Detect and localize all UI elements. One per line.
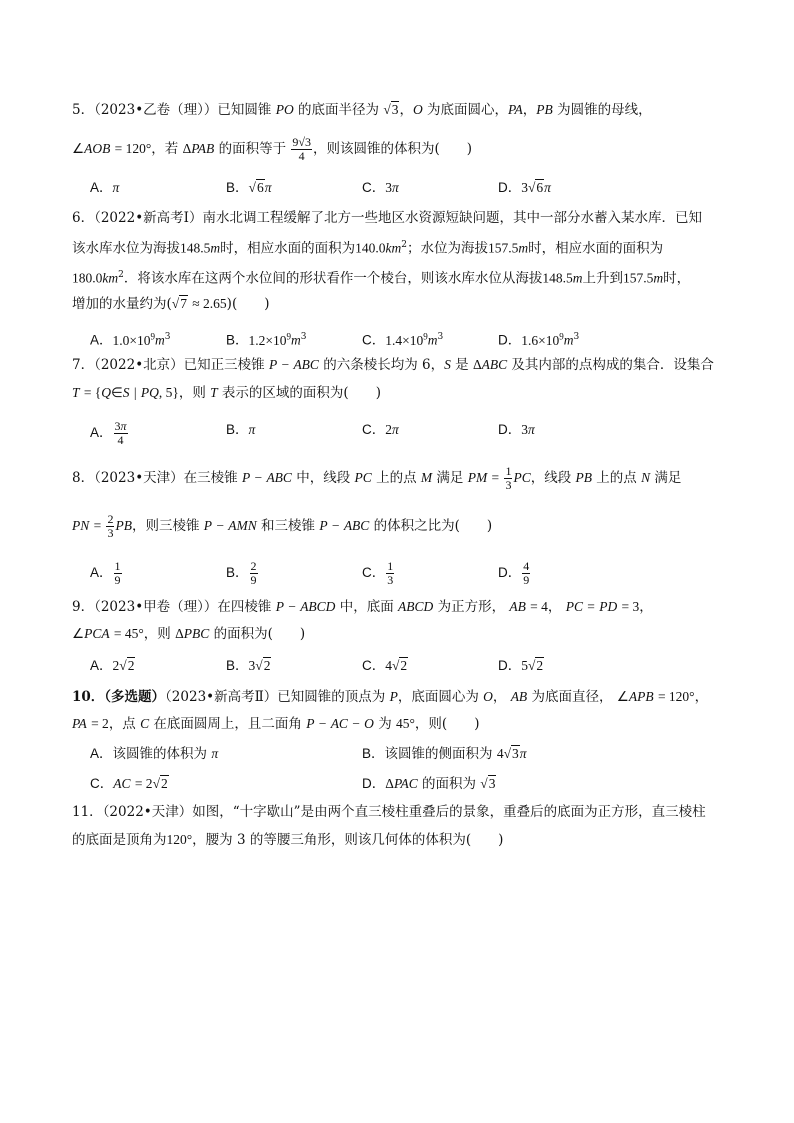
option-a[interactable]: A．2√2 — [90, 658, 135, 673]
question-9-line-2: ∠PCA = 45°，则 ΔPBC 的面积为( ) — [72, 626, 306, 642]
option-b[interactable]: B．π — [226, 422, 256, 437]
option-d[interactable]: D．3π — [498, 422, 535, 437]
question-7-line-1: 7．（2022•北京）已知正三棱锥 P − ABC 的六条棱长均为 6，S 是 ΔABC 及其内部的点构成的集合．设集合 — [72, 357, 714, 373]
question-6-line-3: $180.0km^2$．将该水库在这两个水位间的形状看作一个棱台，则该水库水位从海拔148.5m上升到157.5m时， — [72, 270, 691, 287]
option-d[interactable]: D．5√2 — [498, 658, 544, 673]
option-d[interactable]: D．ΔPAC 的面积为 √3 — [362, 776, 496, 792]
question-6-line-1: 6．（2022•新高考Ⅰ）南水北调工程缓解了北方一些地区水资源短缺问题，其中一部分水蓄入某水库．已知 — [72, 210, 702, 226]
question-5-line-2: ∠AOB = 120°，若 ΔPAB 的面积等于 $\frac{9√3}{4}$ ，则该圆锥的体积为( ) — [72, 135, 473, 163]
option-c[interactable]: C．AC = 2√2 — [90, 776, 168, 791]
option-c[interactable]: C．3π — [362, 180, 399, 195]
question-11-line-1: 11．（2022•天津）如图，“十字歇山”是由两个直三棱柱重叠后的景象，重叠后的底面为正方形，直三棱柱 — [72, 804, 706, 820]
option-c[interactable]: C．2π — [362, 422, 399, 437]
option-b[interactable]: B．该圆锥的侧面积为 4√3π — [362, 746, 527, 762]
option-d[interactable]: D． $\frac{4}{9}$ — [498, 559, 530, 587]
question-11-line-2: 的底面是顶角为120°，腰为 3 的等腰三角形，则该几何体的体积为( ) — [72, 832, 504, 848]
option-a[interactable]: A．π — [90, 180, 120, 195]
option-a[interactable]: A．该圆锥的体积为 π — [90, 746, 219, 762]
question-7-line-2: T = {Q∈S | PQ, 5}，则 T 表示的区域的面积为( ) — [72, 385, 381, 401]
option-d[interactable]: D．$1.6\times 10^9m^3$ — [498, 331, 580, 348]
question-5-line-1: 5．（2023•乙卷（理））已知圆锥 PO 的底面半径为 √3，O 为底面圆心，PA，PB 为圆锥的母线， — [72, 102, 652, 118]
question-10-line-2: PA = 2，点 C 在底面圆周上，且二面角 P − AC − O 为 45°，则( ) — [72, 716, 480, 732]
option-c[interactable]: C．4√2 — [362, 658, 408, 673]
question-10-line-1: 10．（多选题）（2023•新高考Ⅱ）已知圆锥的顶点为 P，底面圆心为 O， AB 为底面直径， ∠APB = 120°， — [72, 689, 709, 705]
option-a[interactable]: A．$1.0\times 10^9m^3$ — [90, 331, 171, 348]
option-d[interactable]: D．3√6π — [498, 180, 551, 195]
option-a[interactable]: A． $\frac{1}{9}$ — [90, 559, 121, 587]
question-6-line-2: 该水库水位为海拔148.5m时，相应水面的面积为$140.0km^2$；水位为海拔157.5m时，相应水面的面积为 — [72, 240, 664, 257]
option-b[interactable]: B． $\frac{2}{9}$ — [226, 559, 257, 587]
question-8-line-1: 8．（2023•天津）在三棱锥 P − ABC 中，线段 PC 上的点 M 满足 PM = $\frac{1}{3}$ PC，线段 PB 上的点 N 满足 — [72, 464, 682, 492]
option-b[interactable]: B．3√2 — [226, 658, 271, 673]
option-b[interactable]: B．$1.2\times 10^9m^3$ — [226, 331, 307, 348]
question-9-line-1: 9．（2023•甲卷（理））在四棱锥 P − ABCD 中，底面 ABCD 为正方形， AB = 4， PC = PD = 3， — [72, 599, 653, 615]
option-b[interactable]: B．√6π — [226, 180, 272, 195]
question-6-line-4: 增加的水量约为(√7 ≈ 2.65)( ) — [72, 296, 270, 312]
option-c[interactable]: C．$1.4\times 10^9m^3$ — [362, 331, 444, 348]
option-c[interactable]: C． $\frac{1}{3}$ — [362, 559, 394, 587]
option-a[interactable]: A． $\frac{3\pi}{4}$ — [90, 419, 127, 447]
question-8-line-2: PN = $\frac{2}{3}$ PB，则三棱锥 P − AMN 和三棱锥 P − ABC 的体积之比为( ) — [72, 512, 493, 540]
